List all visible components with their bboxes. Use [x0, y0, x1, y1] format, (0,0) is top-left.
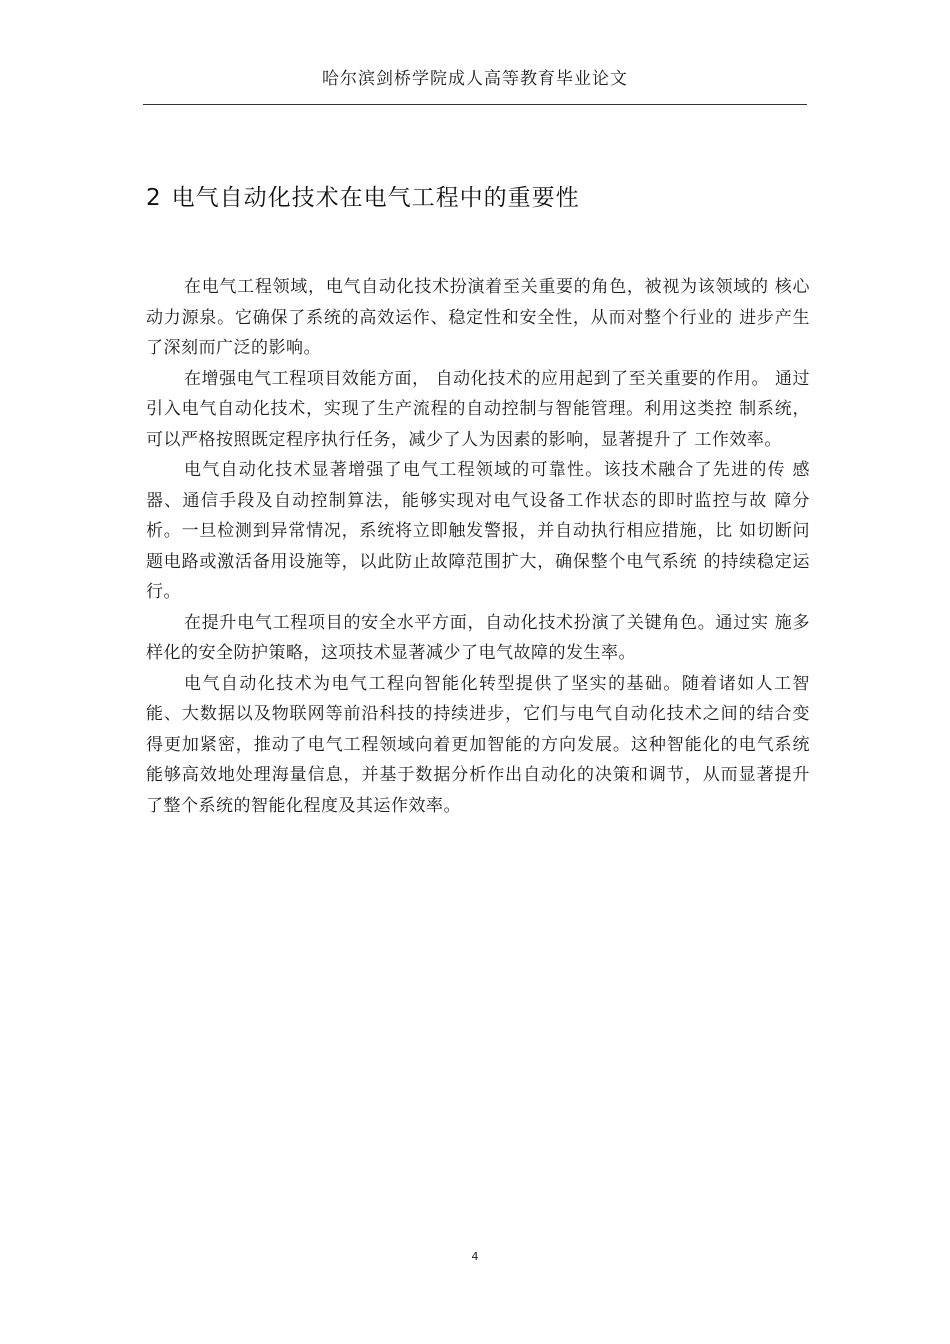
section-number: 2: [146, 185, 162, 211]
page-number: 4: [471, 1250, 479, 1263]
paragraph-intelligence: 电气自动化技术为电气工程向智能化转型提供了坚实的基础。随着诸如人工智能、大数据以及物联网等前沿科技的持续进步，它们与电气自动化技术之间的结合变得更加紧密，推动了电气工程领域向着更加智能的方向发展。这种智能化的电气系统能够高效地处理海量信息，并基于数据分析作出自动化的决策和调节，从而显著提升了整个系统的智能化程度及其运作效率。: [146, 673, 810, 816]
paragraph-reliability: 电气自动化技术显著增强了电气工程领域的可靠性。该技术融合了先进的传 感器、通信手段及自动控制算法，能够实现对电气设备工作状态的即时监控与故 障分析。一旦检测到异常情况，系统将立即触发警报，并自动执行相应措施，比 如切断问题电路或激活备用设施等，以此防止故障范围扩大，确保整个电气系统 的持续稳定运行。: [146, 460, 810, 602]
section-title: 电气自动化技术在电气工程中的重要性: [171, 185, 580, 211]
section-heading: [146, 179, 580, 212]
header-rule: [143, 104, 807, 105]
running-header: 哈尔滨剑桥学院成人高等教育毕业论文: [322, 69, 628, 89]
paragraph-core-role: 在电气工程领域，电气自动化技术扮演着至关重要的角色，被视为该领域的 核心动力源泉。它确保了系统的高效运作、稳定性和安全性，从而对整个行业的 进步产生了深刻而广泛的影响。: [146, 277, 810, 358]
paragraph-safety: 在提升电气工程项目的安全水平方面，自动化技术扮演了关键角色。通过实 施多样化的安全防护策略，这项技术显著减少了电气故障的发生率。: [146, 612, 810, 663]
paragraph-efficiency: 在增强电气工程项目效能方面， 自动化技术的应用起到了至关重要的作用。 通过引入电气自动化技术，实现了生产流程的自动控制与智能管理。利用这类控 制系统，可以严格按照既定程序执行任务，减少了人为因素的影响，显著提升了 工作效率。: [146, 368, 810, 450]
body-text: [146, 272, 810, 821]
